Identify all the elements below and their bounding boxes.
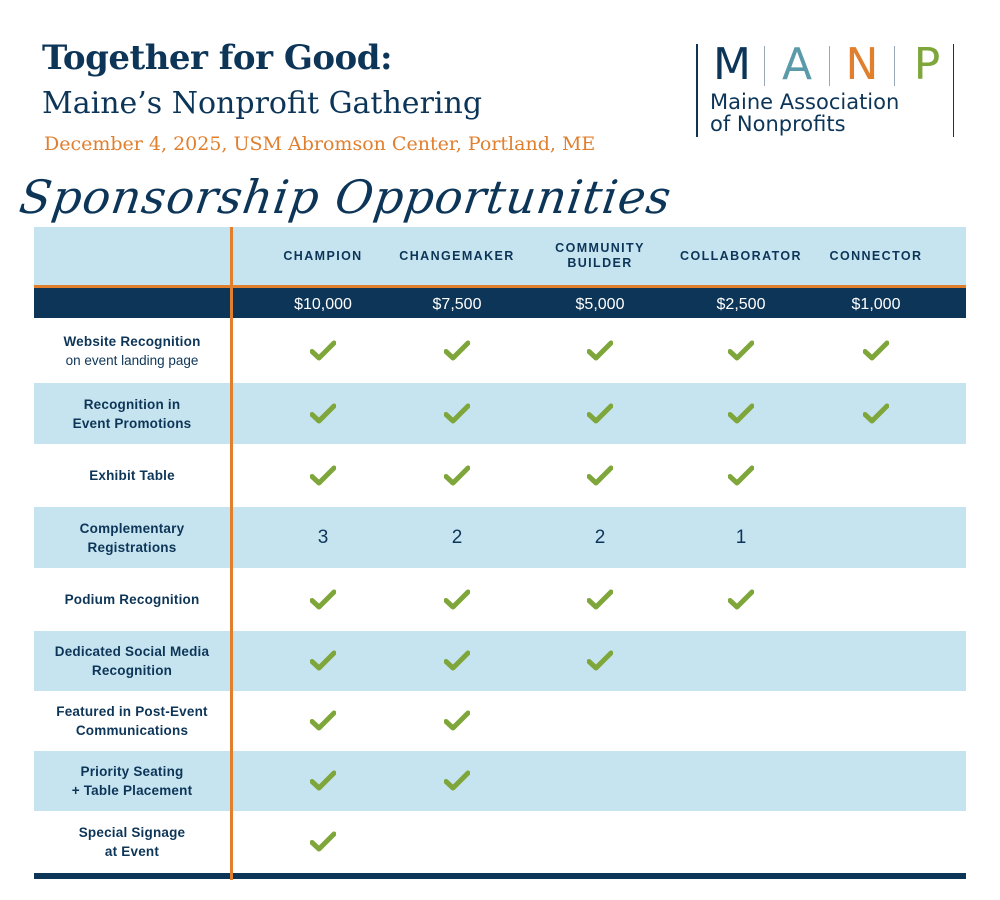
logo-right-rule <box>953 44 955 137</box>
check-icon-glyph <box>587 465 613 487</box>
check-icon-glyph <box>310 770 336 792</box>
check-icon-glyph <box>444 589 470 611</box>
tier-name: COMMUNITY BUILDER <box>555 241 645 270</box>
check-icon-glyph <box>444 465 470 487</box>
check-icon <box>530 568 670 631</box>
benefit-sublabel: on event landing page <box>65 352 199 368</box>
check-icon-glyph <box>310 831 336 853</box>
benefit-label: Dedicated Social Media Recognition <box>54 644 210 678</box>
check-icon-glyph <box>444 403 470 425</box>
registration-count: 2 <box>594 526 606 548</box>
check-icon <box>253 811 393 873</box>
logo-org-line1: Maine Association <box>710 90 900 114</box>
check-icon-glyph <box>310 650 336 672</box>
check-icon <box>387 444 527 507</box>
logo-letters <box>710 39 949 90</box>
check-icon-glyph <box>587 340 613 362</box>
check-icon <box>671 318 811 383</box>
section-title: Sponsorship Opportunities <box>16 170 676 224</box>
tier-price: $5,000 <box>575 296 625 313</box>
event-title: Together for Good: <box>42 38 393 78</box>
check-icon <box>387 751 527 811</box>
header-label-cell <box>34 227 230 285</box>
check-icon-glyph <box>310 710 336 732</box>
check-icon-glyph <box>310 465 336 487</box>
check-icon <box>806 383 946 444</box>
benefit-label-cell <box>34 631 230 691</box>
check-icon-glyph <box>728 465 754 487</box>
logo-letter: M <box>713 39 751 90</box>
benefit-row <box>34 318 966 383</box>
tier-name: COLLABORATOR <box>680 248 802 263</box>
registration-count: 1 <box>735 526 747 548</box>
logo-letter-separator <box>764 46 765 86</box>
benefit-row <box>34 811 966 873</box>
check-icon <box>253 631 393 691</box>
tier-name: CHAMPION <box>283 248 363 263</box>
check-icon-glyph <box>310 589 336 611</box>
check-icon <box>387 383 527 444</box>
check-icon <box>530 383 670 444</box>
check-icon <box>530 318 670 383</box>
tier-price: $7,500 <box>432 296 482 313</box>
benefit-label-cell <box>34 691 230 751</box>
benefit-label-cell <box>34 383 230 444</box>
check-icon-glyph <box>587 589 613 611</box>
check-icon <box>671 383 811 444</box>
benefit-row <box>34 444 966 507</box>
check-icon <box>253 751 393 811</box>
check-icon-glyph <box>587 403 613 425</box>
benefit-row <box>34 751 966 811</box>
logo-org-line2: of Nonprofits <box>710 112 846 136</box>
logo-letter: N <box>845 39 879 90</box>
check-icon <box>387 318 527 383</box>
tier-price: $10,000 <box>294 296 352 313</box>
check-icon <box>253 383 393 444</box>
benefit-label: Podium Recognition <box>64 592 200 607</box>
check-icon <box>671 568 811 631</box>
check-icon <box>387 691 527 751</box>
check-icon <box>806 318 946 383</box>
benefit-row <box>34 383 966 444</box>
tier-price: $2,500 <box>716 296 766 313</box>
check-icon <box>253 691 393 751</box>
logo-letter-separator <box>829 46 830 86</box>
benefit-label: Exhibit Table <box>89 468 175 483</box>
label-column-divider <box>230 227 233 880</box>
check-icon-glyph <box>863 340 889 362</box>
check-icon-glyph <box>310 403 336 425</box>
manp-logo <box>696 39 956 140</box>
tier-name: CONNECTOR <box>829 248 923 263</box>
logo-letter: P <box>913 39 941 90</box>
benefit-label: Featured in Post-Event Communications <box>56 704 208 738</box>
tier-header-row <box>34 227 966 285</box>
benefit-row <box>34 507 966 568</box>
benefit-label: Recognition in Event Promotions <box>72 396 192 431</box>
check-icon-glyph <box>587 650 613 672</box>
benefit-label-cell <box>34 811 230 873</box>
logo-org-name <box>710 91 899 135</box>
check-icon <box>671 444 811 507</box>
benefit-rows <box>34 318 966 873</box>
benefit-row <box>34 691 966 751</box>
benefit-label-cell <box>34 751 230 811</box>
benefit-label: Complementary Registrations <box>79 520 185 555</box>
tier-price: $1,000 <box>851 296 901 313</box>
check-icon-glyph <box>728 403 754 425</box>
check-icon-glyph <box>728 589 754 611</box>
benefit-label-cell <box>34 507 230 568</box>
logo-letter: A <box>781 39 813 90</box>
benefit-label-cell <box>34 568 230 631</box>
check-icon-glyph <box>863 403 889 425</box>
check-icon-glyph <box>444 710 470 732</box>
logo-letter-separator <box>894 46 895 86</box>
benefit-label: Website Recognition <box>63 333 201 349</box>
registration-count: 3 <box>317 526 329 548</box>
check-icon <box>253 568 393 631</box>
benefit-row <box>34 568 966 631</box>
check-icon <box>387 631 527 691</box>
event-details: December 4, 2025, USM Abromson Center, Portland, ME <box>44 133 596 155</box>
check-icon <box>253 444 393 507</box>
logo-left-rule <box>696 44 698 137</box>
check-icon <box>387 568 527 631</box>
check-icon <box>530 631 670 691</box>
benefit-label-cell <box>34 444 230 507</box>
benefit-label: Priority Seating + Table Placement <box>71 764 193 798</box>
registration-count: 2 <box>451 526 463 548</box>
check-icon-glyph <box>444 650 470 672</box>
price-row <box>34 288 966 318</box>
check-icon-glyph <box>444 340 470 362</box>
benefit-label: Special Signage at Event <box>78 825 186 859</box>
event-subtitle: Maine’s Nonprofit Gathering <box>42 86 483 121</box>
table-bottom-rule <box>34 873 966 879</box>
check-icon <box>253 318 393 383</box>
check-icon-glyph <box>444 770 470 792</box>
check-icon <box>530 444 670 507</box>
tier-name: CHANGEMAKER <box>399 248 515 263</box>
benefit-label-cell <box>34 318 230 383</box>
sponsorship-table <box>34 227 966 879</box>
check-icon-glyph <box>728 340 754 362</box>
check-icon-glyph <box>310 340 336 362</box>
benefit-row <box>34 631 966 691</box>
